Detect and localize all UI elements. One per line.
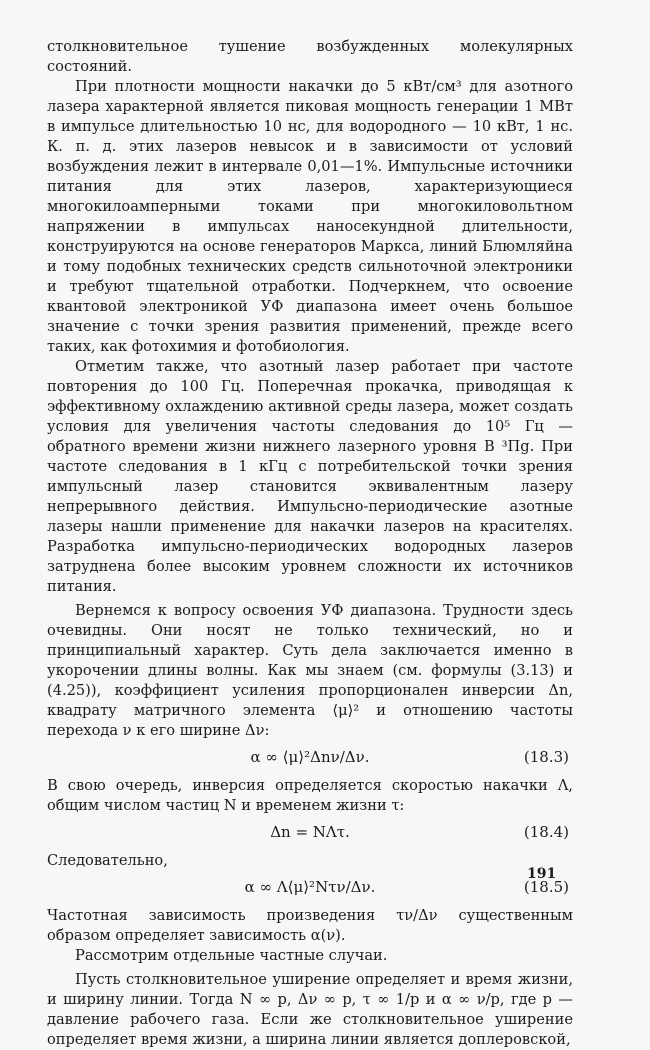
equation-number: (18.4) [523, 823, 569, 841]
paragraph-2: При плотности мощности накачки до 5 кВт/см³ для азотного лазера характерной является пиковая мощность генерации 1 МВт в импульсе длительностью 10 нс, для водородного — 10 кВт, 1 нс. К. п. д. этих лазеров невысок и в зависимости от условий возбуждения лежит в интервале 0,01—1%. Импульсные источники питания для этих лазеров, характеризующиеся многокилоамперными токами при многокиловольтном напряжении в импульсах наносекундной длительности, конструируются на основе генераторов Маркса, линий Блюмляйна и тому подобных технических средств сильноточной электроники и требуют тщательной отработки. Подчеркнем, что освоение квантовой электроникой УФ диапазона имеет очень большое значение с точки зрения развития применений, прежде всего таких, как фотохимия и фотобиология. [47, 78, 573, 355]
equation-formula: α ∞ Λ⟨μ⟩²Nτν/Δν. [244, 878, 376, 896]
equation-formula: α ∞ ⟨μ⟩²Δnν/Δν. [250, 748, 370, 766]
paragraph-1: столкновительное тушение возбужденных молекулярных состояний. [47, 38, 573, 75]
paragraph-6: Следовательно, [47, 852, 168, 869]
equation-18-3 [47, 746, 573, 770]
equation-18-4 [47, 821, 573, 845]
equation-number: (18.5) [523, 878, 569, 896]
paragraph-4: Вернемся к вопросу освоения УФ диапазона. Трудности здесь очевидны. Они носят не только технический, но и принципиальный характер. Суть дела заключается именно в укорочении длины волны. Как мы знаем (см. формулы (3.13) и (4.25)), коэффициент усиления пропорционален инверсии Δn, квадрату матричного элемента ⟨μ⟩² и отношению частоты перехода ν к его ширине Δν: [47, 602, 573, 739]
equation-18-5 [47, 876, 573, 900]
page-number: 191 [527, 866, 557, 882]
text-column [47, 37, 573, 1050]
paragraph-3: Отметим также, что азотный лазер работает при частоте повторения до 100 Гц. Поперечная прокачка, приводящая к эффективному охлаждению активной среды лазера, может создать условия для увеличения частоты следования до 10⁵ Гц — обратного времени жизни нижнего лазерного уровня B ³Πg. При частоте следования в 1 кГц с потребительской точки зрения импульсный лазер становится эквивалентным лазеру непрерывного действия. Импульсно-периодические азотные лазеры нашли применение для накачки лазеров на красителях. Разработка импульсно-периодических водородных лазеров затруднена более высоким уровнем сложности их источников питания. [47, 358, 573, 595]
equation-formula: Δn = NΛτ. [270, 823, 350, 841]
paragraph-5: В свою очередь, инверсия определяется скоростью накачки Λ, общим числом частиц N и временем жизни τ: [47, 777, 573, 814]
paragraph-8: Рассмотрим отдельные частные случаи. [75, 947, 388, 964]
equation-number: (18.3) [523, 748, 569, 766]
paragraph-7: Частотная зависимость произведения τν/Δν существенным образом определяет зависимость α(ν). [47, 907, 573, 944]
paragraph-9: Пусть столкновительное уширение определяет и время жизни, и ширину линии. Тогда N ∞ p, Δν ∞ p, τ ∞ 1/p и α ∞ ν/p, где p — давление рабочего газа. Если же столкновительное уширение определяет время жизни, а ширина линии является доплеровской, [47, 971, 573, 1048]
